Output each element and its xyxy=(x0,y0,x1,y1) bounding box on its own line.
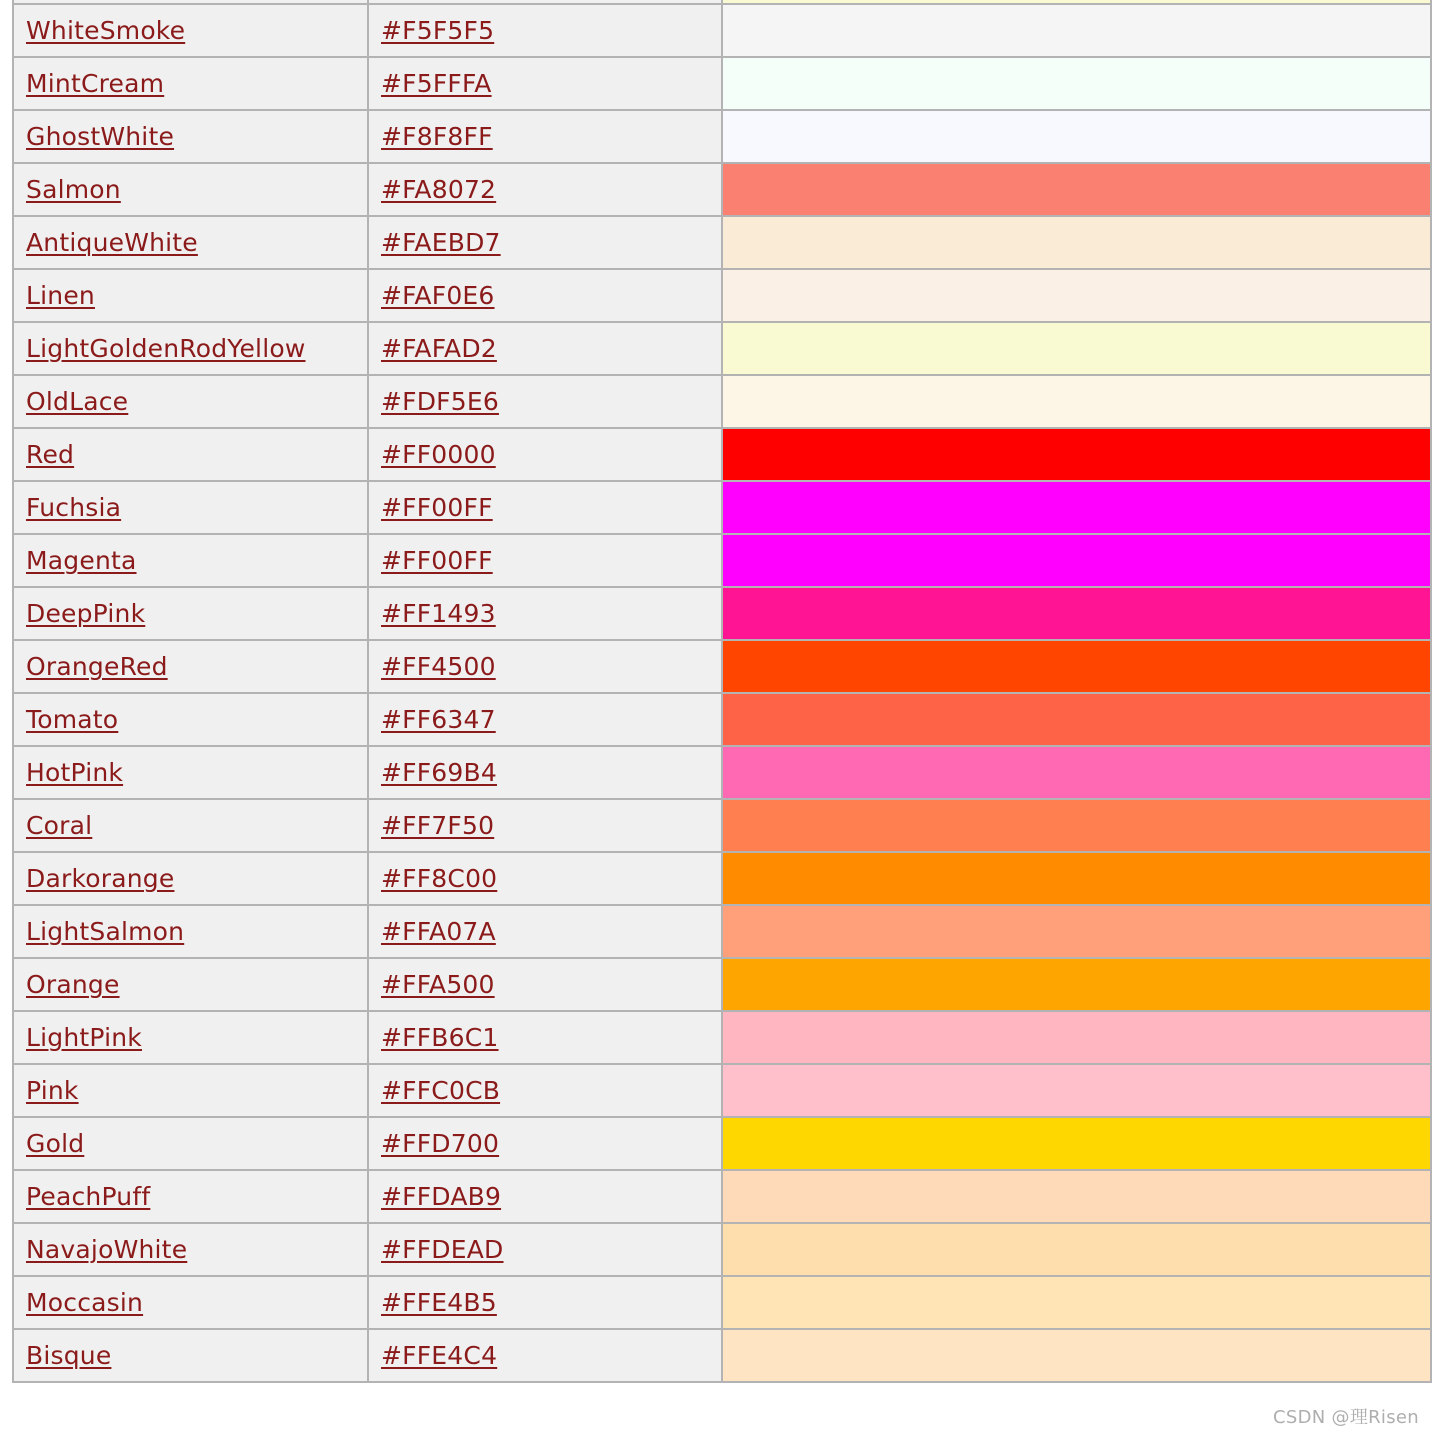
color-name-link[interactable]: Coral xyxy=(26,811,93,840)
color-name-cell xyxy=(13,375,368,428)
table-row xyxy=(13,1223,1431,1276)
color-name-link[interactable]: OrangeRed xyxy=(26,652,168,681)
color-hex-link[interactable]: #FFA07A xyxy=(381,917,496,946)
color-swatch xyxy=(722,1223,1431,1276)
color-name-link[interactable]: Bisque xyxy=(26,1341,112,1370)
color-swatch xyxy=(722,4,1431,57)
color-hex-cell xyxy=(368,4,722,57)
color-hex-cell xyxy=(368,428,722,481)
color-hex-cell xyxy=(368,110,722,163)
color-hex-link[interactable]: #FF6347 xyxy=(381,705,496,734)
table-row xyxy=(13,269,1431,322)
table-row xyxy=(13,799,1431,852)
color-name-link[interactable]: AntiqueWhite xyxy=(26,228,198,257)
color-name-cell xyxy=(13,693,368,746)
color-hex-link[interactable]: #FF8C00 xyxy=(381,864,498,893)
color-name-cell xyxy=(13,1117,368,1170)
color-swatch xyxy=(722,958,1431,1011)
color-hex-cell xyxy=(368,1329,722,1382)
color-hex-cell xyxy=(368,534,722,587)
table-row xyxy=(13,1276,1431,1329)
table-row xyxy=(13,1064,1431,1117)
table-row xyxy=(13,534,1431,587)
color-hex-link[interactable]: #F5FFFA xyxy=(381,69,492,98)
color-hex-link[interactable]: #FA8072 xyxy=(381,175,497,204)
color-swatch xyxy=(722,640,1431,693)
color-swatch xyxy=(722,746,1431,799)
color-hex-link[interactable]: #FFB6C1 xyxy=(381,1023,499,1052)
color-hex-cell xyxy=(368,481,722,534)
color-name-cell xyxy=(13,1011,368,1064)
table-row xyxy=(13,163,1431,216)
color-name-cell xyxy=(13,905,368,958)
table-row xyxy=(13,1329,1431,1382)
color-hex-cell xyxy=(368,905,722,958)
table-row xyxy=(13,110,1431,163)
color-swatch xyxy=(722,852,1431,905)
color-table-body xyxy=(13,0,1431,1382)
color-table-container xyxy=(12,0,1430,1383)
color-hex-link[interactable]: #FFA500 xyxy=(381,970,495,999)
color-name-link[interactable]: DeepPink xyxy=(26,599,146,628)
color-swatch xyxy=(722,1276,1431,1329)
color-name-link[interactable]: Pink xyxy=(26,1076,79,1105)
color-name-link[interactable]: WhiteSmoke xyxy=(26,16,186,45)
watermark: CSDN @理Risen xyxy=(1272,1407,1419,1428)
color-name-link[interactable]: HotPink xyxy=(26,758,124,787)
color-name-cell xyxy=(13,269,368,322)
color-name-link[interactable]: GhostWhite xyxy=(26,122,175,151)
table-row xyxy=(13,1117,1431,1170)
color-hex-cell xyxy=(368,1223,722,1276)
color-hex-cell xyxy=(368,746,722,799)
color-name-cell xyxy=(13,1064,368,1117)
color-hex-link[interactable]: #FFDEAD xyxy=(381,1235,504,1264)
table-row xyxy=(13,4,1431,57)
table-row xyxy=(13,587,1431,640)
color-hex-link[interactable]: #FF00FF xyxy=(381,493,493,522)
color-hex-cell xyxy=(368,1170,722,1223)
color-name-cell xyxy=(13,481,368,534)
color-swatch xyxy=(722,799,1431,852)
color-swatch xyxy=(722,322,1431,375)
color-hex-cell xyxy=(368,958,722,1011)
color-swatch xyxy=(722,481,1431,534)
color-swatch xyxy=(722,534,1431,587)
color-name-cell xyxy=(13,746,368,799)
color-swatch xyxy=(722,216,1431,269)
color-name-cell xyxy=(13,110,368,163)
color-name-cell xyxy=(13,799,368,852)
color-name-cell xyxy=(13,1276,368,1329)
table-row xyxy=(13,1011,1431,1064)
color-name-link[interactable]: Gold xyxy=(26,1129,85,1158)
table-row xyxy=(13,1170,1431,1223)
color-hex-cell xyxy=(368,693,722,746)
color-swatch xyxy=(722,1117,1431,1170)
color-hex-cell xyxy=(368,1064,722,1117)
color-name-cell xyxy=(13,216,368,269)
color-name-cell xyxy=(13,534,368,587)
color-name-cell xyxy=(13,958,368,1011)
color-name-cell xyxy=(13,163,368,216)
table-row xyxy=(13,216,1431,269)
color-name-cell xyxy=(13,322,368,375)
color-name-link[interactable]: Orange xyxy=(26,970,120,999)
table-row xyxy=(13,905,1431,958)
color-name-link[interactable]: LightPink xyxy=(26,1023,142,1052)
color-swatch xyxy=(722,905,1431,958)
color-name-cell xyxy=(13,428,368,481)
color-hex-cell xyxy=(368,1117,722,1170)
color-hex-link[interactable]: #FF7F50 xyxy=(381,811,495,840)
color-hex-link[interactable]: #FAF0E6 xyxy=(381,281,495,310)
table-row xyxy=(13,322,1431,375)
color-hex-link[interactable]: #FF0000 xyxy=(381,440,496,469)
color-name-cell xyxy=(13,1170,368,1223)
color-hex-link[interactable]: #FDF5E6 xyxy=(381,387,499,416)
color-name-link[interactable]: NavajoWhite xyxy=(26,1235,188,1264)
table-row xyxy=(13,428,1431,481)
color-name-link[interactable]: PeachPuff xyxy=(26,1182,151,1211)
color-hex-cell xyxy=(368,1011,722,1064)
color-hex-link[interactable]: #FAEBD7 xyxy=(381,228,501,257)
color-swatch xyxy=(722,163,1431,216)
color-swatch xyxy=(722,1011,1431,1064)
color-swatch xyxy=(722,693,1431,746)
color-name-cell xyxy=(13,1223,368,1276)
color-hex-cell xyxy=(368,322,722,375)
color-hex-link[interactable]: #F5F5F5 xyxy=(381,16,495,45)
color-swatch xyxy=(722,110,1431,163)
table-row xyxy=(13,375,1431,428)
color-name-link[interactable]: OldLace xyxy=(26,387,129,416)
color-swatch xyxy=(722,57,1431,110)
table-row xyxy=(13,693,1431,746)
color-hex-link[interactable]: #FFD700 xyxy=(381,1129,500,1158)
color-hex-link[interactable]: #FFE4C4 xyxy=(381,1341,498,1370)
color-swatch xyxy=(722,269,1431,322)
color-hex-link[interactable]: #FFC0CB xyxy=(381,1076,501,1105)
color-hex-cell xyxy=(368,216,722,269)
color-hex-cell xyxy=(368,269,722,322)
color-hex-link[interactable]: #FAFAD2 xyxy=(381,334,497,363)
table-row xyxy=(13,852,1431,905)
color-name-link[interactable]: LightGoldenRodYellow xyxy=(26,334,306,363)
color-swatch xyxy=(722,1064,1431,1117)
table-row xyxy=(13,746,1431,799)
table-row xyxy=(13,57,1431,110)
color-hex-cell xyxy=(368,799,722,852)
color-name-cell xyxy=(13,852,368,905)
color-hex-link[interactable]: #FFDAB9 xyxy=(381,1182,502,1211)
color-swatch xyxy=(722,375,1431,428)
color-hex-cell xyxy=(368,852,722,905)
table-row xyxy=(13,640,1431,693)
color-hex-cell xyxy=(368,640,722,693)
color-name-link[interactable]: Darkorange xyxy=(26,864,175,893)
color-swatch xyxy=(722,587,1431,640)
color-name-link[interactable]: Tomato xyxy=(26,705,119,734)
color-hex-cell xyxy=(368,375,722,428)
color-name-link[interactable]: Magenta xyxy=(26,546,137,575)
color-hex-cell xyxy=(368,1276,722,1329)
color-name-link[interactable]: Moccasin xyxy=(26,1288,144,1317)
color-name-cell xyxy=(13,1329,368,1382)
color-hex-link[interactable]: #F8F8FF xyxy=(381,122,493,151)
color-name-cell xyxy=(13,4,368,57)
color-hex-link[interactable]: #FF69B4 xyxy=(381,758,497,787)
color-name-link[interactable]: MintCream xyxy=(26,69,165,98)
table-row xyxy=(13,958,1431,1011)
color-name-link[interactable]: LightSalmon xyxy=(26,917,185,946)
color-hex-cell xyxy=(368,163,722,216)
color-swatch xyxy=(722,428,1431,481)
color-name-link[interactable]: Salmon xyxy=(26,175,121,204)
color-name-link[interactable]: Linen xyxy=(26,281,95,310)
color-table xyxy=(12,0,1432,1383)
color-hex-link[interactable]: #FFE4B5 xyxy=(381,1288,497,1317)
color-swatch xyxy=(722,1329,1431,1382)
color-swatch xyxy=(722,1170,1431,1223)
color-name-cell xyxy=(13,587,368,640)
color-hex-link[interactable]: #FF1493 xyxy=(381,599,496,628)
color-name-link[interactable]: Fuchsia xyxy=(26,493,122,522)
color-name-cell xyxy=(13,640,368,693)
color-hex-cell xyxy=(368,57,722,110)
table-row xyxy=(13,481,1431,534)
color-name-cell xyxy=(13,57,368,110)
color-hex-link[interactable]: #FF4500 xyxy=(381,652,496,681)
color-hex-cell xyxy=(368,587,722,640)
color-name-link[interactable]: Red xyxy=(26,440,75,469)
color-hex-link[interactable]: #FF00FF xyxy=(381,546,493,575)
